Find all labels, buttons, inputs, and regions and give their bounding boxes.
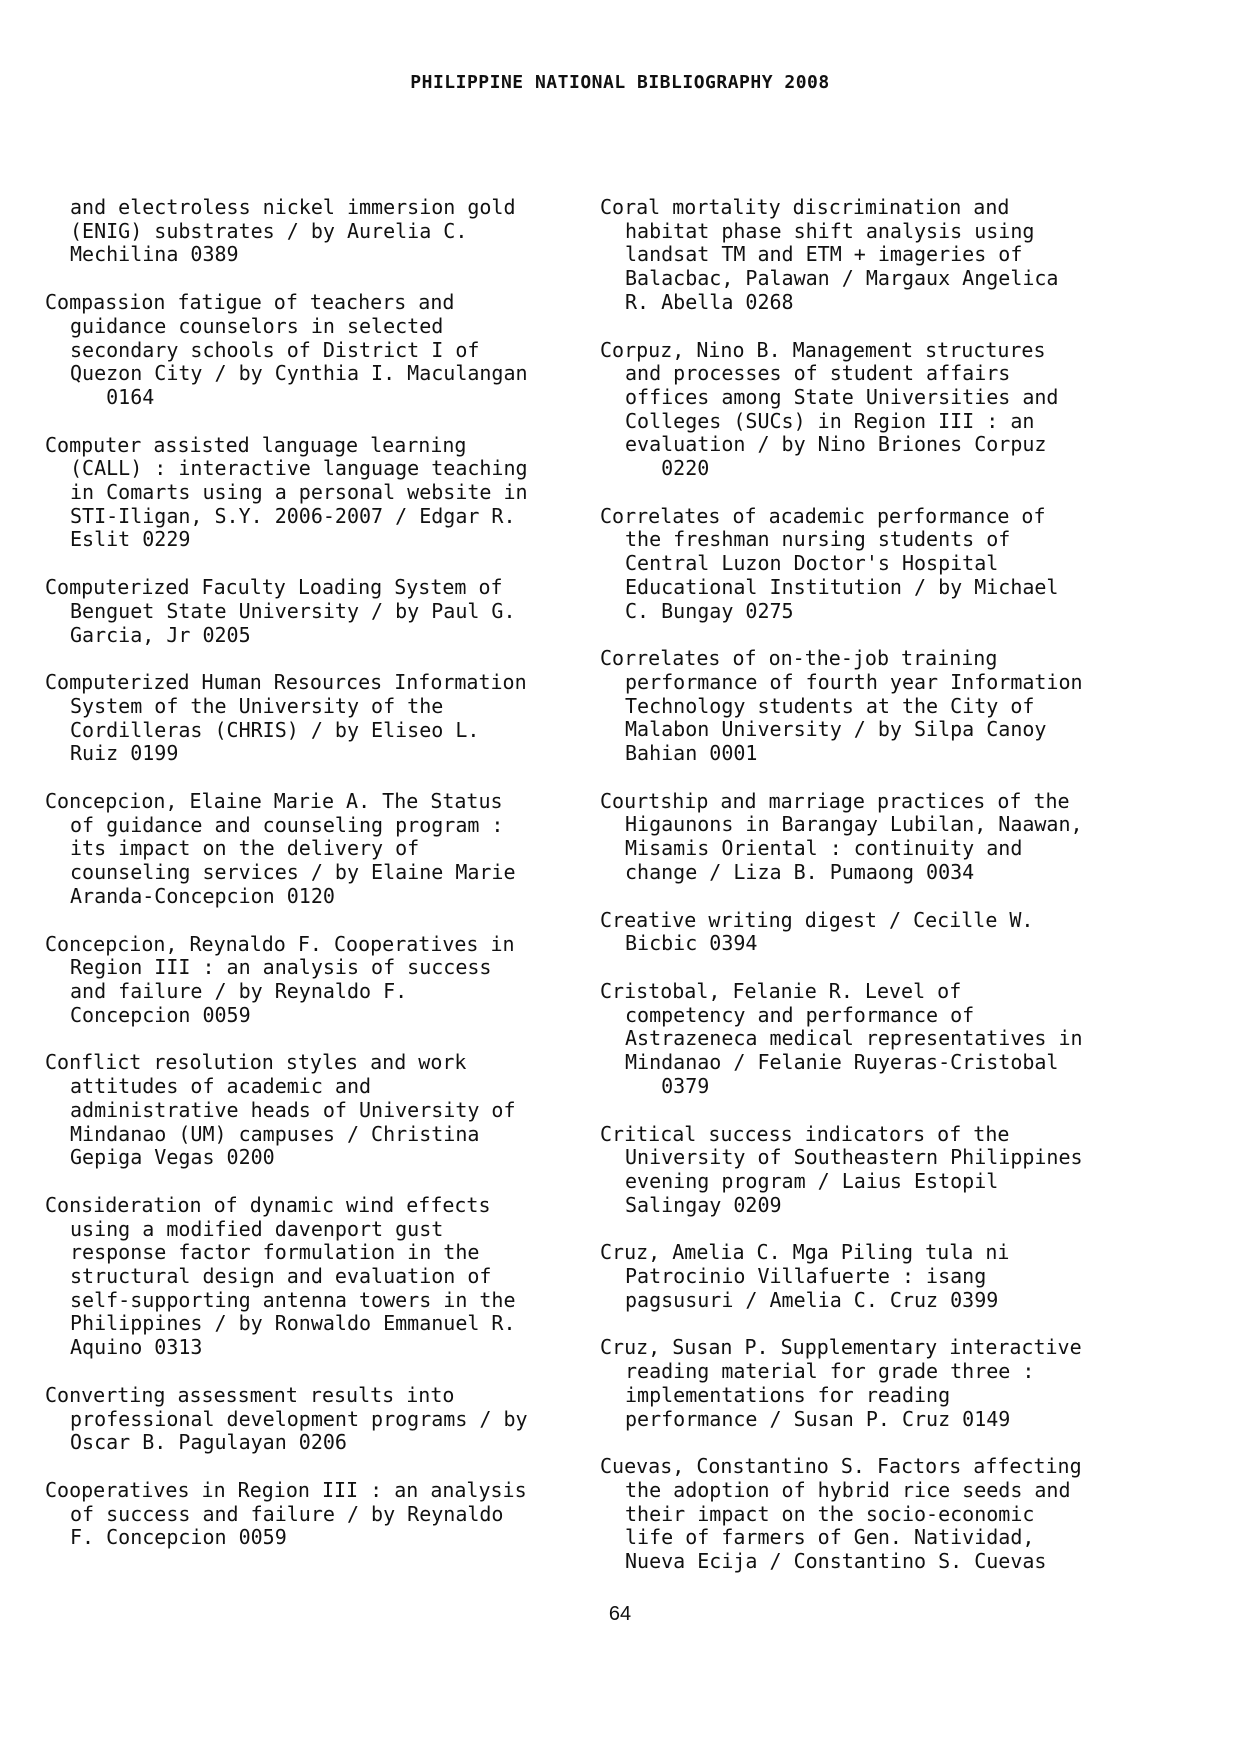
entry-line: Bicbic 0394: [625, 931, 758, 956]
entry-line: Computer assisted language learning: [45, 432, 467, 457]
entry-line: Oscar B. Pagulayan 0206: [70, 1430, 347, 1455]
entry-line: administrative heads of University of: [70, 1097, 516, 1122]
entry-line: life of farmers of Gen. Natividad,: [625, 1525, 1035, 1550]
entry-line: Educational Institution / by Michael: [625, 574, 1059, 599]
entry-line: Conflict resolution styles and work: [45, 1050, 467, 1075]
entry-line: Benguet State University / by Paul G.: [70, 598, 516, 623]
entry-line: Computerized Faculty Loading System of: [45, 575, 503, 600]
entry-line: Correlates of academic performance of: [600, 503, 1046, 528]
entry-line: secondary schools of District I of: [70, 337, 480, 362]
entry-line: Cruz, Susan P. Supplementary interactive: [600, 1335, 1082, 1360]
entry-line: Cruz, Amelia C. Mga Piling tula ni: [600, 1240, 1010, 1265]
entry-line: System of the University of the: [70, 693, 444, 718]
bibliography-entry: [600, 505, 1130, 624]
entry-line: R. Abella 0268: [625, 289, 794, 314]
bibliography-entry: [600, 1241, 1130, 1312]
entry-line: professional development programs / by: [70, 1406, 528, 1431]
bibliography-entry: [45, 1194, 575, 1360]
bibliography-entry: [600, 980, 1130, 1099]
bibliography-entry: [45, 434, 575, 553]
entry-line: Correlates of on-the-job training: [600, 646, 998, 671]
entry-line: STI-Iligan, S.Y. 2006-2007 / Edgar R.: [70, 503, 516, 528]
entry-line: Central Luzon Doctor's Hospital: [625, 551, 999, 576]
bibliography-entry: [600, 339, 1130, 481]
entry-line: Critical success indicators of the: [600, 1121, 1010, 1146]
entry-line: Compassion fatigue of teachers and: [45, 290, 455, 315]
entry-line: change / Liza B. Pumaong 0034: [625, 859, 975, 884]
entry-line: reading material for grade three :: [625, 1359, 1035, 1384]
entry-line: evening program / Laius Estopil: [625, 1168, 999, 1193]
entry-line: pagsusuri / Amelia C. Cruz 0399: [625, 1287, 999, 1312]
entry-line: Corpuz, Nino B. Management structures: [600, 337, 1046, 362]
entry-line: the freshman nursing students of: [625, 527, 1011, 552]
bibliography-entry: [600, 647, 1130, 766]
entry-line: Consideration of dynamic wind effects: [45, 1192, 491, 1217]
entry-line: counseling services / by Elaine Marie: [70, 860, 516, 885]
entry-line: 0164: [70, 384, 155, 409]
entry-line: 0220: [625, 456, 710, 481]
entry-line: structural design and evaluation of: [70, 1264, 492, 1289]
entry-line: Salingay 0209: [625, 1192, 782, 1217]
entry-line: performance of fourth year Information: [625, 669, 1083, 694]
bibliography-entry: [600, 909, 1130, 956]
entry-line: Region III : an analysis of success: [70, 955, 492, 980]
entry-line: Aranda-Concepcion 0120: [70, 883, 335, 908]
entry-line: Cordilleras (CHRIS) / by Eliseo L.: [70, 717, 480, 742]
entry-line: Balacbac, Palawan / Margaux Angelica: [625, 266, 1059, 291]
entry-line: Coral mortality discrimination and: [600, 195, 1010, 219]
entry-line: Eslit 0229: [70, 527, 191, 552]
bibliography-entry: [45, 576, 575, 647]
entry-line: Astrazeneca medical representatives in: [625, 1026, 1083, 1051]
entry-line: (CALL) : interactive language teaching: [70, 456, 528, 481]
bibliography-entry: [45, 1051, 575, 1170]
entry-line: attitudes of academic and: [70, 1074, 372, 1099]
entry-line: Mindanao / Felanie Ruyeras-Cristobal: [625, 1050, 1059, 1075]
bibliography-entry: [600, 790, 1130, 885]
entry-line: performance / Susan P. Cruz 0149: [625, 1406, 1011, 1431]
entry-line: of guidance and counseling program :: [70, 812, 504, 837]
entry-line: Aquino 0313: [70, 1335, 203, 1360]
entry-line: Malabon University / by Silpa Canoy: [625, 717, 1047, 742]
entry-line: and failure / by Reynaldo F.: [70, 978, 408, 1003]
bibliography-entry: [45, 933, 575, 1028]
entry-line: Garcia, Jr 0205: [70, 622, 251, 647]
entry-line: Concepcion, Elaine Marie A. The Status: [45, 789, 503, 814]
entry-line: and processes of student affairs: [625, 361, 1011, 386]
page-number: 64: [608, 1603, 632, 1625]
entry-line: Nueva Ecija / Constantino S. Cuevas: [625, 1549, 1047, 1574]
bibliography-entry: [45, 1479, 575, 1550]
entry-line: guidance counselors in selected: [70, 313, 444, 338]
bibliography-entry: [600, 1336, 1130, 1431]
entry-line: Cristobal, Felanie R. Level of: [600, 978, 962, 1003]
entry-line: evaluation / by Nino Briones Corpuz: [625, 432, 1047, 457]
bibliography-entry: [600, 1123, 1130, 1218]
entry-line: Cooperatives in Region III : an analysis: [45, 1477, 527, 1502]
bibliography-entry: [45, 1384, 575, 1455]
entry-line: response factor formulation in the: [70, 1240, 480, 1265]
entry-line: implementations for reading: [625, 1382, 951, 1407]
entry-line: Quezon City / by Cynthia I. Maculangan: [70, 361, 528, 386]
bibliography-entry: [45, 291, 575, 410]
entry-line: its impact on the delivery of: [70, 836, 420, 861]
entry-line: 0379: [625, 1073, 710, 1098]
entry-line: Higaunons in Barangay Lubilan, Naawan,: [625, 812, 1083, 837]
entry-line: C. Bungay 0275: [625, 598, 794, 623]
bibliography-entry: [45, 790, 575, 909]
entry-line: Philippines / by Ronwaldo Emmanuel R.: [70, 1311, 516, 1336]
entry-line: Creative writing digest / Cecille W.: [600, 907, 1034, 932]
entry-line: competency and performance of: [625, 1002, 975, 1027]
entry-line: offices among State Universities and: [625, 384, 1059, 409]
right-column: [600, 196, 1130, 1598]
entry-line: Cuevas, Constantino S. Factors affecting: [600, 1454, 1082, 1479]
entry-line: Technology students at the City of: [625, 693, 1035, 718]
bibliography-entry: [600, 1455, 1130, 1574]
entry-line: Patrocinio Villafuerte : isang: [625, 1264, 987, 1289]
bibliography-entry: [45, 671, 575, 766]
entry-line: using a modified davenport gust: [70, 1216, 444, 1241]
entry-line: Mindanao (UM) campuses / Christina: [70, 1121, 480, 1146]
left-column: [45, 196, 575, 1574]
entry-line: of success and failure / by Reynaldo: [70, 1501, 504, 1526]
entry-line: landsat TM and ETM + imageries of: [625, 242, 1023, 267]
entry-line: their impact on the socio-economic: [625, 1501, 1035, 1526]
entry-line: Colleges (SUCs) in Region III : an: [625, 408, 1035, 433]
entry-line: F. Concepcion 0059: [70, 1525, 287, 1550]
entry-line: Gepiga Vegas 0200: [70, 1145, 275, 1170]
entry-line: (ENIG) substrates / by Aurelia C.: [70, 218, 468, 243]
entry-line: University of Southeastern Philippines: [625, 1145, 1083, 1170]
entry-line: Concepcion 0059: [70, 1002, 251, 1027]
entry-line: Converting assessment results into: [45, 1382, 455, 1407]
entry-line: Mechilina 0389: [70, 242, 239, 267]
entry-line: Computerized Human Resources Information: [45, 670, 527, 695]
entry-line: Ruiz 0199: [70, 741, 179, 766]
entry-line: habitat phase shift analysis using: [625, 218, 1035, 243]
bibliography-entry: [600, 196, 1130, 315]
entry-line: and electroless nickel immersion gold: [70, 195, 516, 219]
entry-line: Concepcion, Reynaldo F. Cooperatives in: [45, 931, 515, 956]
entry-line: Misamis Oriental : continuity and: [625, 836, 1023, 861]
entry-line: Courtship and marriage practices of the: [600, 788, 1070, 813]
entry-line: in Comarts using a personal website in: [70, 480, 528, 505]
entry-line: the adoption of hybrid rice seeds and: [625, 1477, 1071, 1502]
entry-line: Bahian 0001: [625, 741, 758, 766]
bibliography-entry: [45, 196, 575, 267]
page-header: PHILIPPINE NATIONAL BIBLIOGRAPHY 2008: [410, 72, 830, 93]
entry-line: self-supporting antenna towers in the: [70, 1287, 516, 1312]
